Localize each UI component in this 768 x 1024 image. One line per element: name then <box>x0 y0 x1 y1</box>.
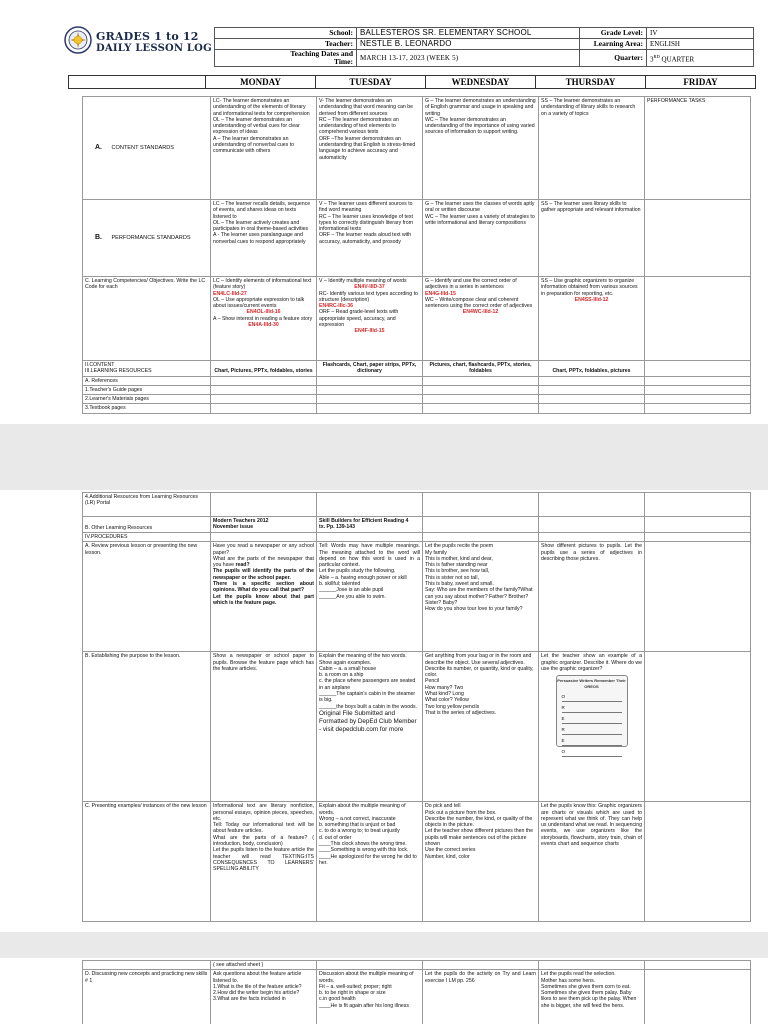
cell-review-wednesday: Let the pupils recite the poem My family This is mother, kind and dear, This is father standing near This is brother, see how tall, This is sister not so tall, This is baby, sweet and small. Say: Who are the members of the family?What can you say about mother? Father? Brother? Sister? Baby? How do you show tour love to your family? <box>423 542 539 652</box>
cell-add-monday <box>211 493 317 517</box>
competency-text: V – Identify multiple meaning of words <box>319 278 407 284</box>
organizer-line: R <box>562 705 622 713</box>
teachers-guide-label: 1.Teacher's Guide pages <box>83 385 211 394</box>
cell-review-monday <box>211 542 317 652</box>
cell-examples-tuesday: Explain about the multiple meaning of words. Wrong – a.not correct, inaccurate b. something that is unjust or bad c. to do a wrong to; to treat unjustly d. out of order ____This clock shows the wrong time. ____Something is wrong with this lock. ____He apologized for the wrong he did to her. <box>317 802 423 922</box>
cell-b-wednesday: G – The learner uses the classes of words aptly oral or written discourse WC – The learner uses a variety of strategies to write informational and literary compositions <box>423 200 539 277</box>
area-value: ENGLISH <box>647 39 754 50</box>
cell-review-thursday: Show different pictures to pupils. Let the pupils use a series of adjectives in describing those pictures. <box>539 542 645 652</box>
cell-c-tuesday <box>317 277 423 361</box>
day-thursday: THURSDAY <box>536 76 646 88</box>
cell-other-tuesday: Skill Builders for Efficient Reading 4 tx. Pp. 139-143 <box>317 517 423 533</box>
dates-label <box>215 50 357 67</box>
quarter-suffix: RD <box>653 53 660 59</box>
quarter-value <box>647 50 754 67</box>
organizer-line: E <box>562 716 622 724</box>
content-label <box>83 361 211 377</box>
row-letter-a: A. <box>95 143 102 151</box>
row-label-performance-standards <box>83 200 211 277</box>
cell-purpose-wednesday: Get anything from your bag or in the room and describe the object. Use several adjectives. Describe its number, or quantity, kind or quality, color. Pencil How many? Two What kind? Long What color? Yellow Two long yellow pencils That is the series of adjectives. <box>423 652 539 802</box>
review-monday-bold: The pupils will identify the parts of the newspaper or the school paper. There is a specific section about opinions. What do you call that part? Let the pupils know about that part which is the feature page. <box>213 568 314 606</box>
cell-discussing-wednesday: Let the pupils do the activity on Try and Learn exercise I LM pp. 256 <box>423 970 539 1024</box>
cell-b-friday <box>645 200 751 277</box>
table-row-performance-standards <box>83 200 751 277</box>
graphic-organizer-image <box>556 675 628 754</box>
time-label: Time: <box>333 57 353 66</box>
cell-examples-monday: Informational text are literary nonfiction, personal essays, opinion pieces, speeches, etc. Tell: Today our informational text will be about feature articles. What are the parts of a feature? ( introduction, body, conclusion) Let the pupils listen to the feature article the teacher will read TEXTING:ITS CONSEQUENCES TO LEARNERS' SPELLING ABILITY <box>211 802 317 922</box>
cell-examples-thursday: Let the pupils know this: Graphic organizers are charts or visuals which are used to represent what we think of. They can help us understand what we read. In sequencing events, we use organizers like the storyboards, flowcharts, story train, chain of events chart and sequence charts <box>539 802 645 922</box>
area-label: Learning Area: <box>580 39 647 50</box>
competency-text: LC – Identify elements of informational text (feature story) <box>213 278 312 291</box>
cell-purpose-thursday <box>539 652 645 802</box>
additional-resources-label: 4.Additional Resources from Learning Resources (LR) Portal <box>83 493 211 517</box>
competencies-label: C. Learning Competencies/ Objectives. Write the LC Code for each <box>83 277 211 361</box>
content-heading: II.CONTENT <box>85 362 115 368</box>
competency-text: RC- Identify various text types according to structure (description) <box>319 290 418 303</box>
performance-standards-label: PERFORMANCE STANDARDS <box>111 234 191 241</box>
competency-code: EN4WC-IIId-12 <box>462 309 499 316</box>
teacher-value: NESTLE B. LEONARDO <box>357 39 580 50</box>
discussing-label: D. Discussing new concepts and practicing new skills # 1 <box>83 970 211 1024</box>
competency-text: OL – Use appropriate expression to talk about issues/current events <box>213 296 305 310</box>
day-monday: MONDAY <box>206 76 316 88</box>
references-label: A. References <box>83 376 211 385</box>
table-row-procedures <box>83 533 751 542</box>
organizer-line: O <box>562 749 622 757</box>
organizer-line: R <box>562 727 622 735</box>
cell-lr-monday: Chart, Pictures, PPTx, foldables, stories <box>211 361 317 377</box>
review-monday-read: read? <box>235 562 250 569</box>
brand-title: GRADES 1 to 12 <box>96 30 199 43</box>
competency-text: G – Identify and use the correct order of adjectives in a series in sentences <box>425 278 517 291</box>
competency-code: EN4G-IIId-15 <box>425 290 456 297</box>
school-label: School: <box>215 28 357 39</box>
table-row-other-resources <box>83 517 751 533</box>
day-friday: FRIDAY <box>683 77 718 87</box>
purpose-thursday-text: Let the teacher show an example of a graphic organizer. Describe it. Where do we use the graphic organizer? <box>541 653 642 672</box>
organizer-line: E <box>562 738 622 746</box>
cell-b-thursday: SS – The learner uses library skills to gather appropriate and relevant information <box>539 200 645 277</box>
cell-review-friday <box>645 542 751 652</box>
weekday-header-spacer <box>69 76 206 88</box>
cell-b-monday: LC – The learner recalls details, sequence of events, and shares ideas on texts listened to OL – The learner actively creates and participates in oral theme-based activities A - The learner uses paralanguage and nonverbal cues to respond appropriately <box>211 200 317 277</box>
competency-code: EN4OL-IIId-16 <box>246 309 281 316</box>
competency-code: EN4SS-IIId-12 <box>574 296 609 303</box>
cell-review-tuesday: Tell: Words may have multiple meanings. The meaning attached to the word will depend on how this word is used in a particular context. Let the pupils study the following. Able – a. having enough power or skill b. skillful; talented ______Jose is an able pupil ______Are you able to swim. <box>317 542 423 652</box>
cell-c-wednesday <box>423 277 539 361</box>
competency-code: EN4F-IIId-15 <box>354 328 385 335</box>
cell-other-monday: Modern Teachers 2012 November issue <box>211 517 317 533</box>
cell-purpose-friday <box>645 652 751 802</box>
review-monday-text: Have you read a newspaper or any school paper? What are the parts of the newspaper that you have <box>213 543 314 569</box>
depedclub-notice: Original File Submitted and Formatted by DepEd Club Member - visit depedclub.com for more <box>319 709 417 733</box>
lesson-table-page1 <box>82 96 751 414</box>
competency-code: EN4V-IIID-37 <box>354 284 385 291</box>
table-row-references <box>83 376 751 385</box>
textbook-label: 3.Textbook pages <box>83 404 211 413</box>
cell-c-monday <box>211 277 317 361</box>
competency-code: EN4LC-IIId-27 <box>213 290 247 297</box>
lesson-table-page3 <box>82 960 751 1024</box>
table-row-content <box>83 361 751 377</box>
document-page-3 <box>0 958 768 1024</box>
cell-c-friday <box>645 277 751 361</box>
competency-text: ORF – Read grade-level texts with appropriate speed, accuracy, and expression <box>319 309 399 329</box>
dates-label-line1: Teaching Dates and <box>290 49 353 58</box>
row-letter-b: B. <box>95 233 102 241</box>
cell-a-monday: LC- The learner demonstrates an understanding of the elements of literary and informational texts for comprehension OL – The learner demonstrates an understanding of verbal cues for clear expression of ideas A – The learner demonstrates an understanding of nonverbal cues to communicate with others <box>211 97 317 200</box>
dates-value: MARCH 13-17, 2023 (WEEK 5) <box>357 50 580 67</box>
cell-lr-friday <box>645 361 751 377</box>
procedures-label: IV.PROCEDURES <box>83 533 211 542</box>
competency-text: A – Show interest in reading a feature story <box>213 315 313 322</box>
competency-text: SS – Use graphic organizers to organize information obtained from various sources in preparation for reporting, etc. <box>541 278 638 297</box>
lesson-table-page2 <box>82 492 751 922</box>
competency-code: EN4A-IIId-30 <box>248 322 279 329</box>
competency-code: EN4RC-IIIc-36 <box>319 303 354 310</box>
cell-discussing-tuesday: Discussion about the multiple meaning of words. Fit – a. well-suited; proper; right b. to be right in shape or size c.in good health ____He is fit again after his long illness <box>317 970 423 1024</box>
review-label: A. Review previous lesson or presenting the new lesson. <box>83 542 211 652</box>
teacher-label: Teacher: <box>215 39 357 50</box>
cell-a-tuesday: V- The learner demonstrates an understanding that word meaning can be derived from different sources RC – The learner demonstrates an understanding of text elements to comprehend various texts ORF –The learner demonstrates an understanding that English is stress-timed language to achieve accuracy and automaticity <box>317 97 423 200</box>
table-row-textbook <box>83 404 751 413</box>
cell-purpose-monday: Show a newspaper or school paper to pupils. Browse the feature page which has the feature articles. <box>211 652 317 802</box>
header-info-table <box>214 27 754 67</box>
table-row-additional-resources <box>83 493 751 517</box>
table-row-learners-materials <box>83 395 751 404</box>
content-standards-label: CONTENT STANDARDS <box>111 144 175 151</box>
learners-materials-label: 2.Learner's Materials pages <box>83 395 211 404</box>
cell-lr-wednesday: Pictures, chart, flashcards, PPTx, stories, foldables <box>423 361 539 377</box>
other-resources-label: B. Other Learning Resources <box>83 517 211 533</box>
quarter-word: QUARTER <box>659 55 695 64</box>
cell-discussing-friday <box>645 970 751 1024</box>
table-row-teachers-guide <box>83 385 751 394</box>
cell-lr-tuesday: Flashcards, Chart, paper strips, PPTx, dictionary <box>317 361 423 377</box>
cell-c-thursday <box>539 277 645 361</box>
learning-resources-heading: III.LEARNING RESOURCES <box>85 368 152 375</box>
competency-text: WC – Write/compose clear and coherent sentences using the correct order of adjectives <box>425 296 533 310</box>
purpose-tuesday-text: Explain the meaning of the two words. Show again examples. Cabin – a. a small house b. a room on a ship c. the place where passengers are seated in an airplane ______The captain's cabin in the steamer is big. ______the boys built a cabin in the woods. <box>319 653 418 710</box>
table-row-review <box>83 542 751 652</box>
cell-discussing-monday: Ask questions about the feature article listened to. 1.What is the tile of the feature article? 2.How did the writer begin his article? 3.What are the facts included in <box>211 970 317 1024</box>
cell-b-tuesday: V – The learner uses different sources to find word meaning RC – The learner uses knowledge of text types to correctly distinguish literary from informational texts ORF – The learner reads aloud text with accuracy, automaticity, and prosody <box>317 200 423 277</box>
grade-value: IV <box>647 28 754 39</box>
purpose-label: B. Establishing the purpose to the lesson. <box>83 652 211 802</box>
quarter-label: Quarter: <box>580 50 647 67</box>
grade-label: Grade Level: <box>580 28 647 39</box>
table-row-examples <box>83 802 751 922</box>
organizer-line: O <box>562 694 622 702</box>
cell-a-thursday: SS – The learner demonstrates an understanding of library skills to research on a variety of topics <box>539 97 645 200</box>
cell-discussing-thursday: Let the pupils read the selection. Mother has some hens. Sometimes she gives them corn to eat. Sometimes she gives them palay. Baby likes to see them pick up the palay. When she is bigger, she will feed the hens. <box>539 970 645 1024</box>
attached-sheet-note: ( see attached sheet ) <box>211 961 317 970</box>
cell-a-wednesday: G – The learner demonstrates an understanding of English grammar and usage in speaking and writing WC – The learner demonstrates an understanding of the importance of using varied sources of information to support writing. <box>423 97 539 200</box>
document-page-2 <box>0 490 768 932</box>
deped-seal-icon <box>64 26 92 54</box>
cell-examples-wednesday: Do pick and tell Pick out a picture from the box. Describe the number, the kind, or quality of the objects in the picture. Let the teacher show different pictures then the pupils will make sentences out of the picture shown Use the correct series Number, kind, color <box>423 802 539 922</box>
row-label-content-standards <box>83 97 211 200</box>
cell-add-tuesday <box>317 493 423 517</box>
weekday-header-row <box>68 75 756 89</box>
table-row-discussing <box>83 970 751 1024</box>
cell-a-friday: PERFORMANCE TASKS <box>645 97 751 200</box>
cell-purpose-tuesday <box>317 652 423 802</box>
table-row-competencies <box>83 277 751 361</box>
table-row-attached-note <box>83 961 751 970</box>
cell-lr-thursday: Chart, PPTx, foldables, pictures <box>539 361 645 377</box>
school-value: BALLESTEROS SR. ELEMENTARY SCHOOL <box>357 28 580 39</box>
day-tuesday: TUESDAY <box>316 76 426 88</box>
organizer-title: Persuasive Writers Remember Their OREOS <box>557 678 626 690</box>
document-page-1 <box>0 0 768 424</box>
table-row-purpose <box>83 652 751 802</box>
brand-subtitle: DAILY LESSON LOG <box>96 43 212 54</box>
quarter-number: 3 <box>650 55 654 64</box>
day-wednesday: WEDNESDAY <box>426 76 536 88</box>
table-row-content-standards <box>83 97 751 200</box>
examples-label: C. Presenting examples/ instances of the new lesson <box>83 802 211 922</box>
cell-examples-friday <box>645 802 751 922</box>
